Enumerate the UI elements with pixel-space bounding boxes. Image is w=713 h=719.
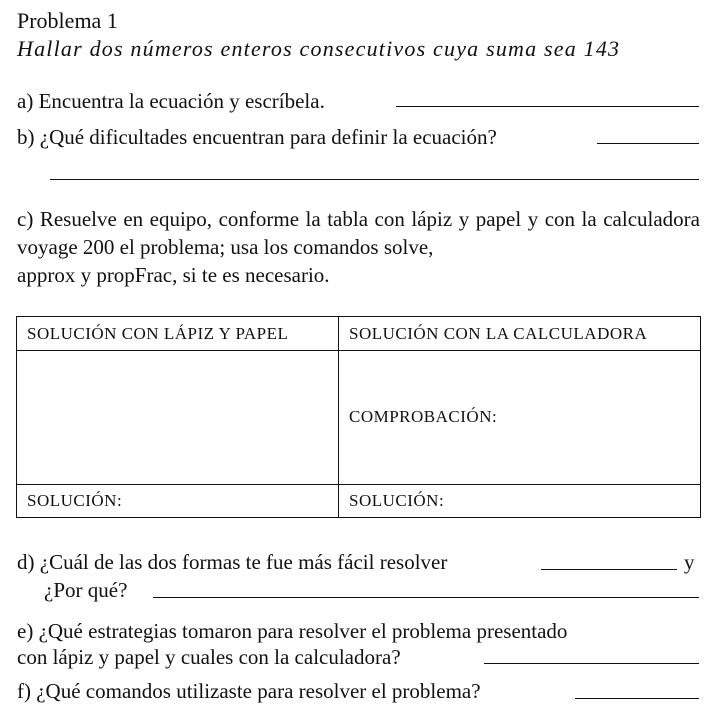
question-d-continued: ¿Por qué? xyxy=(44,578,128,602)
table-work-row xyxy=(17,351,701,485)
question-e xyxy=(17,617,700,645)
table-solution-row xyxy=(17,484,701,517)
verification-label: COMPROBACIÓN: xyxy=(349,407,498,427)
solution-table xyxy=(16,316,701,518)
answer-line-b[interactable] xyxy=(597,143,699,144)
solution-calculator[interactable]: SOLUCIÓN: xyxy=(339,484,701,517)
question-a: a) Encuentra la ecuación y escríbela. xyxy=(17,89,325,113)
question-f: f) ¿Qué comandos utilizaste para resolver el problema? xyxy=(17,679,481,703)
answer-line-d[interactable] xyxy=(541,569,677,570)
answer-line-b-continued[interactable] xyxy=(50,179,699,180)
header-pencil-paper: SOLUCIÓN CON LÁPIZ Y PAPEL xyxy=(17,317,339,351)
question-d-tail: y xyxy=(684,550,695,574)
question-e-text: e) ¿Qué estrategias tomaron para resolver el problema presentado xyxy=(17,619,568,643)
problem-statement: Hallar dos números enteros consecutivos cuya suma sea 143 xyxy=(17,36,621,61)
work-area-calculator[interactable] xyxy=(339,351,701,485)
answer-line-e[interactable] xyxy=(484,663,699,664)
answer-line-a[interactable] xyxy=(396,106,699,107)
answer-line-f[interactable] xyxy=(575,698,699,699)
question-c-last-line: approx y propFrac, si te es necesario. xyxy=(17,263,330,287)
problem-title: Problema 1 xyxy=(17,8,118,33)
work-area-pencil-paper[interactable] xyxy=(17,351,339,485)
question-c-text: c) Resuelve en equipo, conforme la tabla con lápiz y papel y con la calculadora voyage 200 el problema; usa los comandos solve, xyxy=(17,207,700,259)
table-header-row xyxy=(17,317,701,351)
question-c xyxy=(17,205,700,289)
answer-line-d-why[interactable] xyxy=(153,597,699,598)
question-d: d) ¿Cuál de las dos formas te fue más fácil resolver xyxy=(17,550,448,574)
header-calculator: SOLUCIÓN CON LA CALCULADORA xyxy=(339,317,701,351)
solution-pencil-paper[interactable]: SOLUCIÓN: xyxy=(17,484,339,517)
question-b: b) ¿Qué dificultades encuentran para definir la ecuación? xyxy=(17,125,497,149)
question-e-continued: con lápiz y papel y cuales con la calculadora? xyxy=(17,645,401,669)
